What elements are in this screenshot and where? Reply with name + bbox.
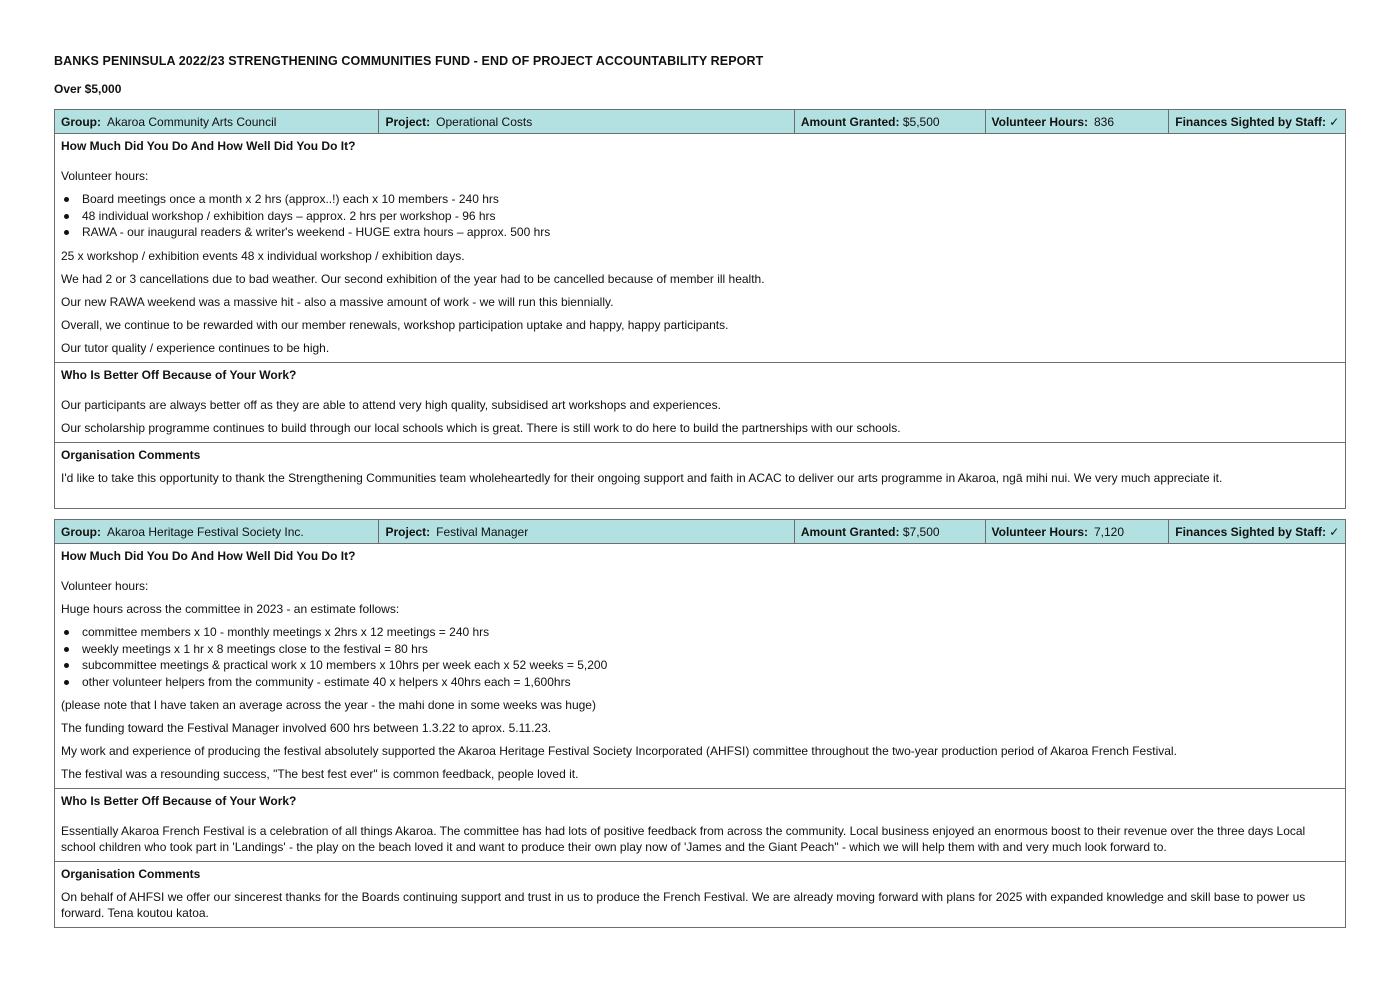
paragraph: The funding toward the Festival Manager involved 600 hrs between 1.3.22 to aprox. 5.11.23. — [61, 721, 552, 735]
list-item: RAWA - our inaugural readers & writer's weekend - HUGE extra hours – approx. 500 hrs — [82, 224, 1339, 241]
list-item: committee members x 10 - monthly meetings x 2hrs x 12 meetings = 240 hrs — [82, 624, 1339, 641]
paragraph: Essentially Akaroa French Festival is a celebration of all things Akaroa. The committee has had lots of positive feedback from across the community. Local business enjoyed an enormous boost to their revenue over the three days Local school children who took part in 'Landings' - the play on the beach loved it and want to produce their own play now of 'James and the Giant Peach" - which we will help them with and very much look forward to. — [61, 824, 1306, 854]
org-comments-section — [55, 443, 1345, 508]
paragraph: Our participants are always better off as they are able to attend very high quality, subsidised art workshops and experiences. — [61, 397, 721, 412]
paragraph: The festival was a resounding success, "The best fest ever" is common feedback, people loved it. — [61, 767, 579, 781]
record-header — [55, 110, 1345, 134]
group-cell — [55, 520, 379, 543]
section-title: How Much Did You Do And How Well Did You Do It? — [61, 139, 356, 153]
org-comments-section — [55, 862, 1345, 927]
list-item: subcommittee meetings & practical work x 10 members x 10hrs per week each x 52 weeks = 5,200 — [82, 657, 1339, 674]
how-much-section — [55, 134, 1345, 363]
project-cell — [379, 110, 794, 133]
amount-label: Amount Granted: — [800, 115, 900, 129]
group-label: Group: — [61, 525, 101, 539]
check-icon: ✓ — [1329, 525, 1340, 539]
list-item: weekly meetings x 1 hr x 8 meetings close to the festival = 80 hrs — [82, 641, 1339, 658]
section-title: Who Is Better Off Because of Your Work? — [61, 367, 297, 382]
amount-value: $5,500 — [902, 115, 940, 129]
section-title: Organisation Comments — [61, 867, 201, 881]
paragraph: On behalf of AHFSI we offer our sincerest thanks for the Boards continuing support and trust in us to produce the French Festival. We are already moving forward with plans for 2025 with expanded knowledge and skill base to power us forward. Tena koutou katoa. — [61, 890, 1306, 920]
project-value: Festival Manager — [436, 525, 529, 539]
paragraph: Volunteer hours: — [61, 579, 149, 593]
bullet-list — [61, 624, 1339, 690]
project-label: Project: — [385, 115, 431, 129]
hours-cell — [986, 520, 1170, 543]
group-value: Akaroa Community Arts Council — [107, 115, 277, 129]
record-card — [54, 519, 1346, 928]
project-value: Operational Costs — [436, 115, 533, 129]
project-label: Project: — [385, 525, 431, 539]
paragraph: My work and experience of producing the festival absolutely supported the Akaroa Heritage Festival Society Incorporated (AHFSI) committee throughout the two-year production period of Akaroa French Festival. — [61, 744, 1177, 758]
check-icon: ✓ — [1329, 115, 1340, 129]
finances-cell — [1169, 520, 1345, 543]
paragraph: I'd like to take this opportunity to thank the Strengthening Communities team wholeheartedly for their ongoing support and faith in ACAC to deliver our arts programme in Akaroa, ngā mihi nui. We very much appreciate it. — [61, 470, 1223, 485]
group-label: Group: — [61, 115, 101, 129]
section-title: Who Is Better Off Because of Your Work? — [61, 794, 297, 808]
finances-label: Finances Sighted by Staff: — [1175, 115, 1326, 129]
paragraph: Huge hours across the committee in 2023 - an estimate follows: — [61, 602, 400, 616]
finances-cell — [1169, 110, 1345, 133]
amount-label: Amount Granted: — [800, 525, 900, 539]
hours-value: 7,120 — [1093, 525, 1125, 539]
record-header — [55, 520, 1345, 544]
project-cell — [379, 520, 794, 543]
finances-label: Finances Sighted by Staff: — [1175, 525, 1326, 539]
how-much-section — [55, 544, 1345, 789]
hours-cell — [986, 110, 1170, 133]
report-subtitle: Over $5,000 — [54, 82, 122, 96]
section-title: Organisation Comments — [61, 447, 201, 462]
paragraph: (please note that I have taken an average across the year - the mahi done in some weeks was huge) — [61, 698, 596, 712]
better-off-section — [55, 363, 1345, 443]
group-cell — [55, 110, 379, 133]
section-title: How Much Did You Do And How Well Did You Do It? — [61, 549, 356, 563]
hours-label: Volunteer Hours: — [991, 115, 1088, 129]
amount-value: $7,500 — [902, 525, 940, 539]
paragraph: Volunteer hours: — [61, 169, 149, 183]
amount-cell — [795, 110, 986, 133]
paragraph: Our scholarship programme continues to build through our local schools which is great. There is still work to do here to build the partnerships with our schools. — [61, 420, 901, 435]
paragraph: Our tutor quality / experience continues to be high. — [61, 340, 330, 355]
group-value: Akaroa Heritage Festival Society Inc. — [107, 525, 304, 539]
hours-label: Volunteer Hours: — [991, 525, 1088, 539]
paragraph: We had 2 or 3 cancellations due to bad weather. Our second exhibition of the year had to be cancelled because of member ill health. — [61, 271, 765, 286]
list-item: Board meetings once a month x 2 hrs (approx..!) each x 10 members - 240 hrs — [82, 191, 1339, 208]
amount-cell — [795, 520, 986, 543]
better-off-section — [55, 789, 1345, 862]
bullet-list — [61, 191, 1339, 241]
list-item: 48 individual workshop / exhibition days – approx. 2 hrs per workshop - 96 hrs — [82, 208, 1339, 225]
report-title: BANKS PENINSULA 2022/23 STRENGTHENING COMMUNITIES FUND - END OF PROJECT ACCOUNTABILITY REPORT — [54, 54, 764, 68]
paragraph: Overall, we continue to be rewarded with our member renewals, workshop participation uptake and happy, happy participants. — [61, 317, 729, 332]
record-card — [54, 109, 1346, 509]
paragraph: Our new RAWA weekend was a massive hit - also a massive amount of work - we will run this biennially. — [61, 294, 614, 309]
paragraph: 25 x workshop / exhibition events 48 x individual workshop / exhibition days. — [61, 248, 465, 263]
hours-value: 836 — [1093, 115, 1115, 129]
list-item: other volunteer helpers from the community - estimate 40 x helpers x 40hrs each = 1,600hrs — [82, 674, 1339, 691]
